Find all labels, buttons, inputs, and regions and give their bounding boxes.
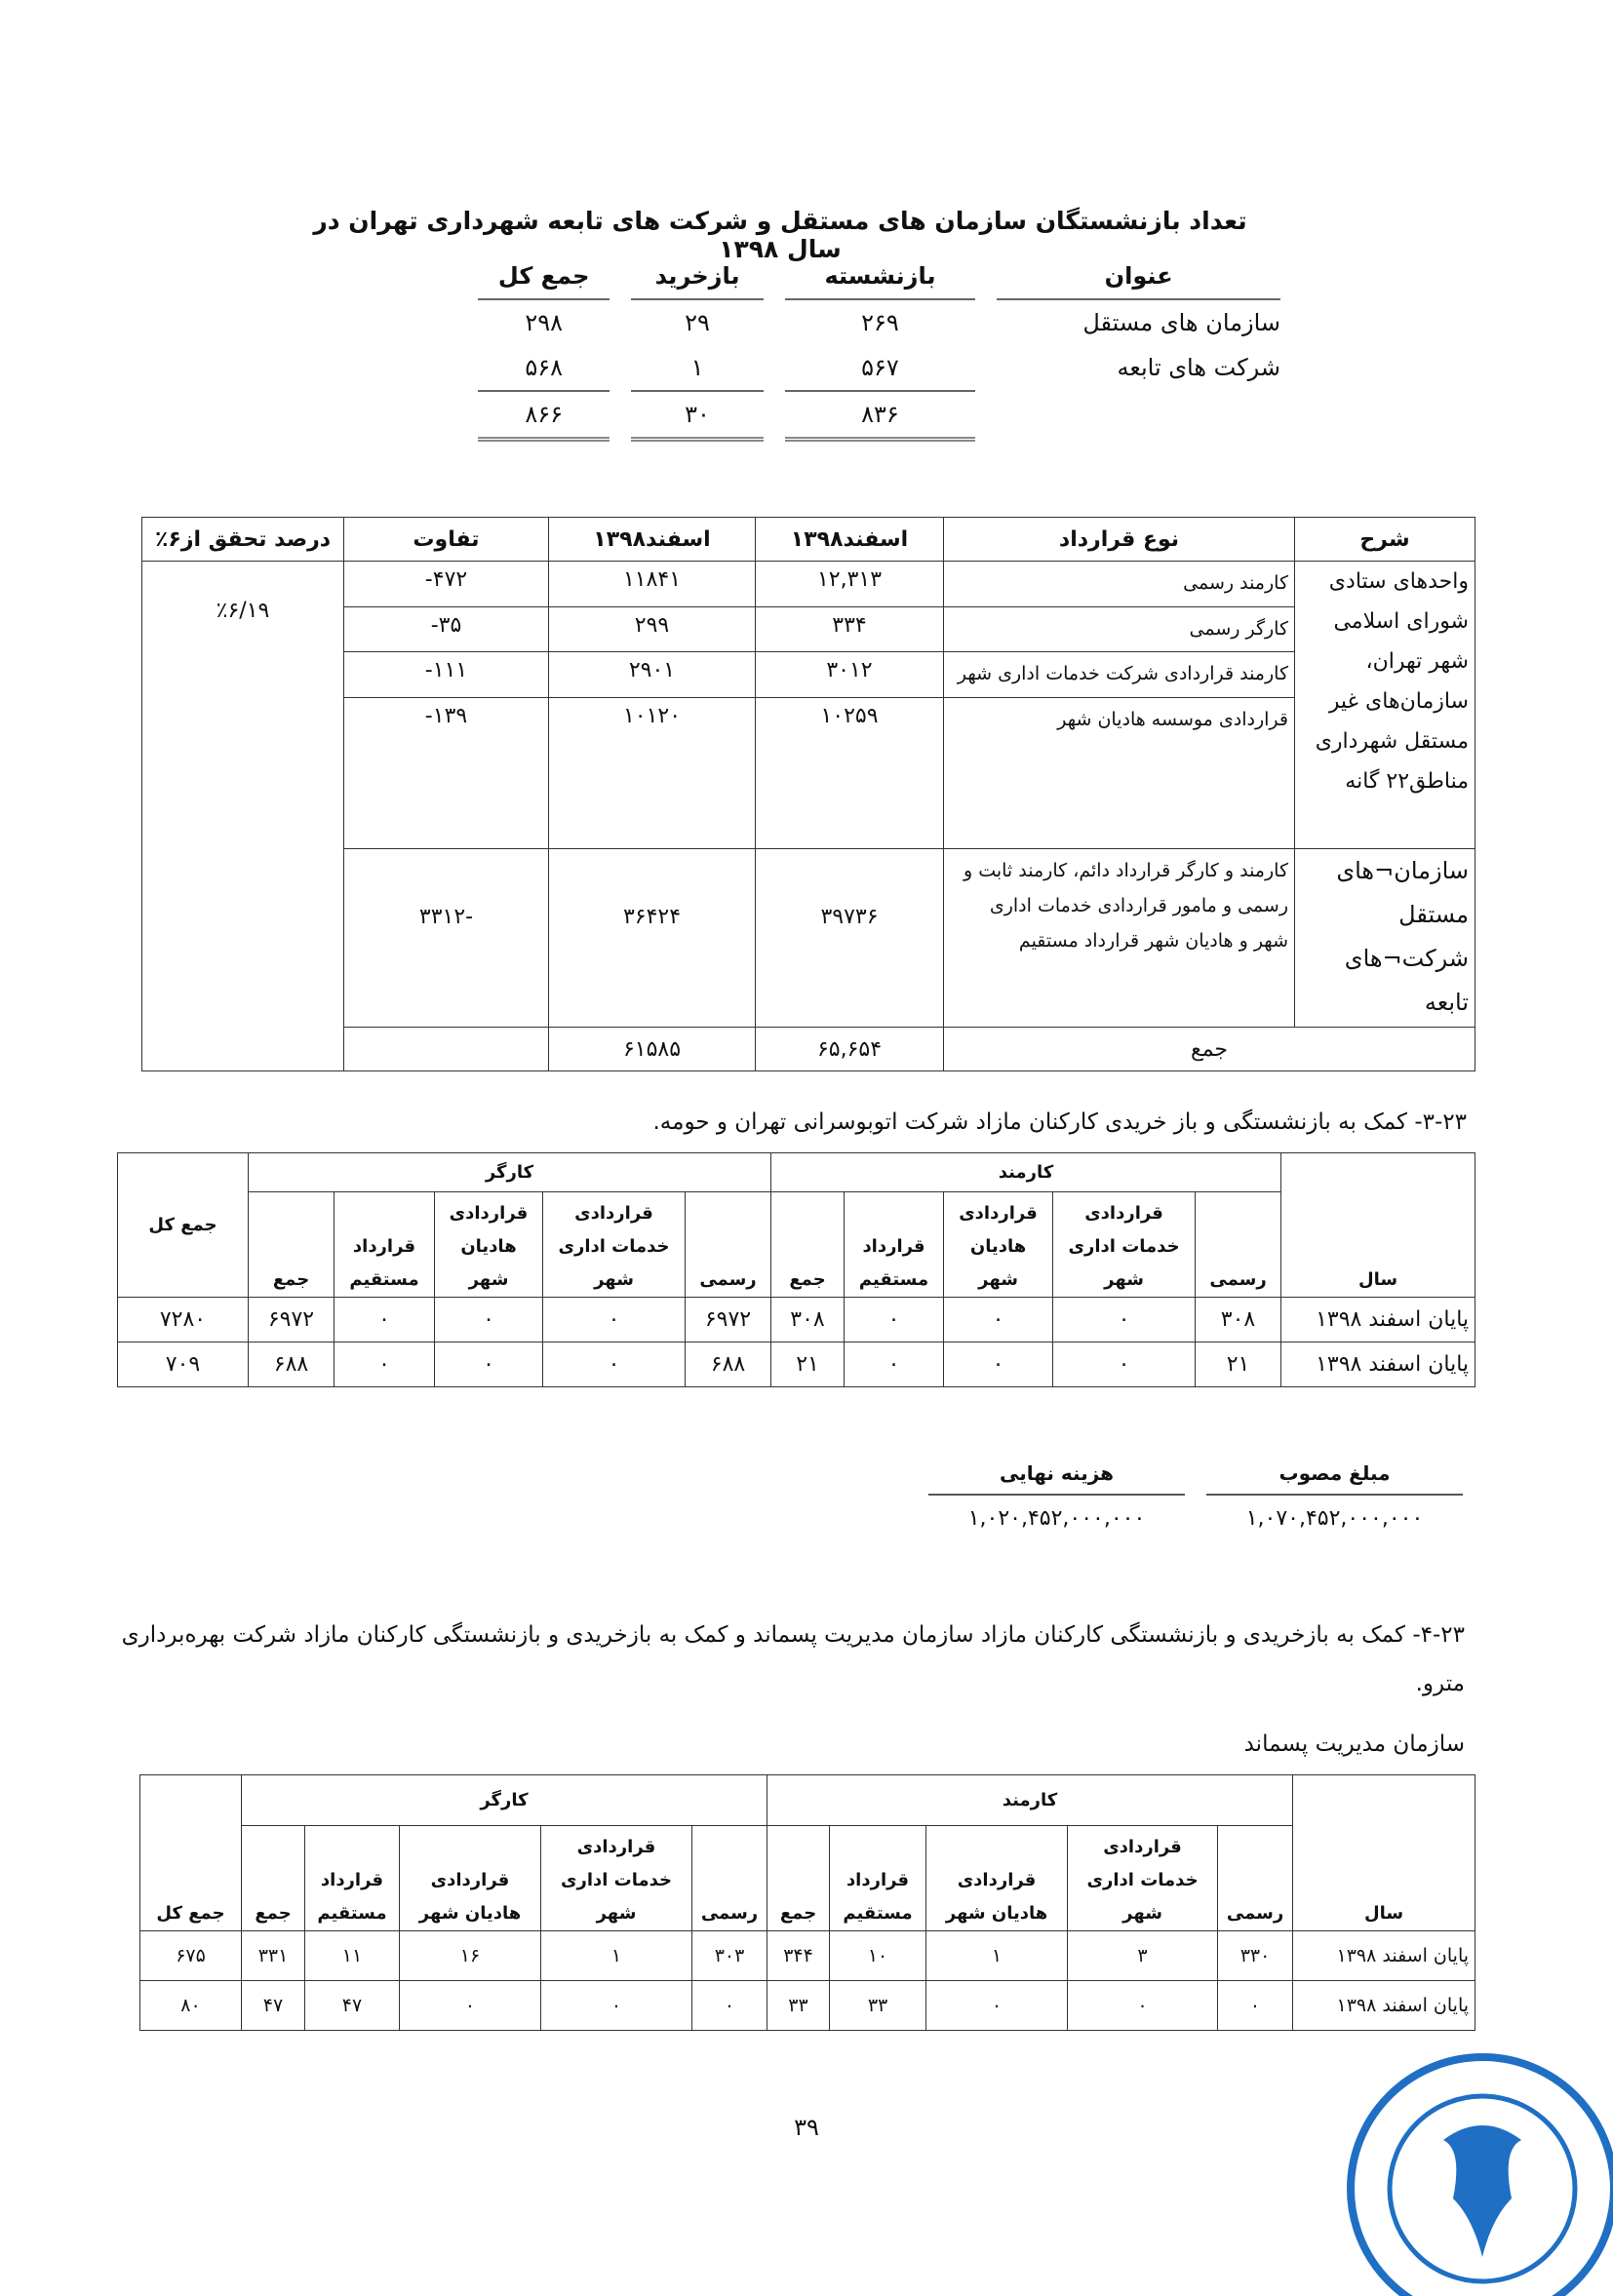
group-header: کارمند xyxy=(767,1775,1293,1826)
total-value: ۶۱۵۸۵ xyxy=(549,1028,756,1071)
column-header: درصد تحقق از۶٪ xyxy=(142,518,344,562)
table-row xyxy=(140,1981,1475,2031)
header-total: جمع کل xyxy=(478,253,610,300)
header-row xyxy=(118,1192,1475,1298)
column-header: رسمی xyxy=(1196,1192,1281,1298)
year-cell: پایان اسفند ۱۳۹۸ xyxy=(1281,1343,1475,1387)
final-cost-header: هزینه نهایی xyxy=(928,1453,1185,1496)
column-header: قراردادی هادیان شهر xyxy=(435,1192,543,1298)
cell-value: ۰ xyxy=(926,1981,1068,2031)
cell-value: ۰ xyxy=(1218,1981,1293,2031)
cell-value: ۰ xyxy=(845,1298,944,1343)
contract-type: کارگر رسمی xyxy=(944,607,1295,652)
table-row xyxy=(140,1931,1475,1981)
cell-value: ۱۶ xyxy=(400,1931,541,1981)
cell-value: ۲۱ xyxy=(771,1343,845,1387)
cell-value: ۱۱۸۴۱ xyxy=(549,562,756,607)
column-header: قرارداد مستقیم xyxy=(334,1192,435,1298)
bus-company-table xyxy=(117,1152,1475,1387)
cell-value: ۵۶۷ xyxy=(861,354,899,381)
cell-value: ۶۸۸ xyxy=(249,1343,334,1387)
cell-value: ۱ xyxy=(541,1931,692,1981)
cell-value: ۳۳۰ xyxy=(1218,1931,1293,1981)
cell-value: ۷۰۹ xyxy=(118,1343,249,1387)
approved-amount-header: مبلغ مصوب xyxy=(1206,1453,1463,1496)
column-header: قراردادی هادیان شهر xyxy=(944,1192,1053,1298)
column-header: جمع xyxy=(767,1826,830,1931)
column-header: قرارداد مستقیم xyxy=(305,1826,400,1931)
group-header-row xyxy=(118,1153,1475,1192)
cell-value: ۶۹۷۲ xyxy=(249,1298,334,1343)
column-header: رسمی xyxy=(686,1192,771,1298)
cell-value: ۳۰ xyxy=(631,390,763,442)
cell-value: ۰ xyxy=(944,1343,1053,1387)
column-header: جمع xyxy=(249,1192,334,1298)
column-header: قراردادی هادیان شهر xyxy=(400,1826,541,1931)
cell-value: ۴۷ xyxy=(242,1981,305,2031)
column-header: سال xyxy=(1293,1775,1475,1931)
cell-value: ۰ xyxy=(400,1981,541,2031)
cell-value: ۲۹۸ xyxy=(525,309,564,336)
achievement-percent: ٪۶/۱۹ xyxy=(142,562,344,1071)
total-value: ۶۵,۶۵۴ xyxy=(756,1028,944,1071)
cell-value: ۱ xyxy=(926,1931,1068,1981)
group-label: سازمان¬های مستقل شرکت¬های تابعه xyxy=(1295,849,1475,1028)
cell-value: ۲۶۹ xyxy=(861,309,899,336)
cell-value: ۰ xyxy=(1068,1981,1218,2031)
year-cell: پایان اسفند ۱۳۹۸ xyxy=(1293,1981,1475,2031)
cell-value: ۷۲۸۰ xyxy=(118,1298,249,1343)
column-header: قراردادی خدمات اداری شهر xyxy=(543,1192,686,1298)
contract-type: کارمند رسمی xyxy=(944,562,1295,607)
cell-value: ۸۳۶ xyxy=(785,390,976,442)
cell-value: ۰ xyxy=(543,1298,686,1343)
column-header: تفاوت xyxy=(344,518,549,562)
table-row xyxy=(478,300,1280,345)
cell-value: ۰ xyxy=(845,1343,944,1387)
cell-value: ۳۳۱ xyxy=(242,1931,305,1981)
group-header-row xyxy=(140,1775,1475,1826)
svg-text:​: ​ xyxy=(1358,2148,1388,2159)
final-cost-value: ۱,۰۲۰,۴۵۲,۰۰۰,۰۰۰ xyxy=(967,1505,1146,1531)
cell-value: ۰ xyxy=(541,1981,692,2031)
emblem-icon xyxy=(1443,2125,1521,2257)
year-cell: پایان اسفند ۱۳۹۸ xyxy=(1293,1931,1475,1981)
table-row xyxy=(118,1298,1475,1343)
header-title: عنوان xyxy=(997,253,1280,300)
retirees-table-title: تعداد بازنشستگان سازمان های مستقل و شرکت های تابعه شهرداری تهران در سال ۱۳۹۸ xyxy=(313,207,1247,263)
cell-value: ۳۰۸ xyxy=(1196,1298,1281,1343)
cell-value: ۳۰۱۲ xyxy=(756,652,944,698)
group-header: کارگر xyxy=(249,1153,771,1192)
section-4-subheading: سازمان مدیریت پسماند xyxy=(1243,1732,1465,1757)
column-header: رسمی xyxy=(1218,1826,1293,1931)
official-stamp xyxy=(1336,2043,1613,2296)
year-cell: پایان اسفند ۱۳۹۸ xyxy=(1281,1298,1475,1343)
cell-value: ۱۱۱- xyxy=(344,652,549,698)
retirees-table xyxy=(456,253,1302,442)
contract-type: کارمند و کارگر قرارداد دائم، کارمند ثابت و رسمی و مامور قراردادی خدمات اداری شهر و هادیان شهر قرارداد مستقیم xyxy=(944,849,1295,1028)
header-retired: بازنشسته xyxy=(785,253,976,300)
cell-value: ۶۹۷۲ xyxy=(686,1298,771,1343)
contract-type: قراردادی موسسه هادیان شهر xyxy=(944,698,1295,849)
cell-value: ۸۶۶ xyxy=(478,390,610,442)
cell-value: ۰ xyxy=(692,1981,767,2031)
column-header: جمع xyxy=(771,1192,845,1298)
column-header: اسفند۱۳۹۸ xyxy=(756,518,944,562)
cell-value: ۰ xyxy=(435,1298,543,1343)
page-number: ۳۹ xyxy=(794,2114,819,2141)
cell-value: ۳۳ xyxy=(767,1981,830,2031)
cell-value: ۰ xyxy=(944,1298,1053,1343)
cell-value: ۸۰ xyxy=(140,1981,242,2031)
column-header: قرارداد مستقیم xyxy=(845,1192,944,1298)
table-row xyxy=(478,390,1280,442)
column-header: قرارداد مستقیم xyxy=(830,1826,926,1931)
amounts-table xyxy=(907,1453,1484,1540)
column-header: اسفند۱۳۹۸ xyxy=(549,518,756,562)
cell-value: ۱۱ xyxy=(305,1931,400,1981)
cell-value: ۳۳۴ xyxy=(756,607,944,652)
section-4-heading: ۴-۲۳- کمک به بازخریدی و بازنشستگی کارکنان مازاد سازمان مدیریت پسماند و کمک به بازخریدی و بازنشستگی کارکنان مازاد شرکت بهره‌برداری مترو. xyxy=(121,1622,1465,1696)
cell-value: ۲۹۹ xyxy=(549,607,756,652)
cell-value: ۴۷ xyxy=(305,1981,400,2031)
cell-value: ۵۶۸ xyxy=(525,354,564,381)
table-row xyxy=(478,345,1280,390)
cell-value: ۱۰۱۲۰ xyxy=(549,698,756,849)
cell-value: ۲۹۰۱ xyxy=(549,652,756,698)
contract-type: کارمند قراردادی شرکت خدمات اداری شهر xyxy=(944,652,1295,698)
cell-value: ۱۰۲۵۹ xyxy=(756,698,944,849)
header-buyout: بازخرید xyxy=(631,253,763,300)
cell-value: ۱۰ xyxy=(830,1931,926,1981)
cell-value: ۲۱ xyxy=(1196,1343,1281,1387)
total-label: جمع xyxy=(944,1028,1475,1071)
cell-value: ۳۶۴۲۴ xyxy=(549,849,756,1028)
cell-value: ۳۴۴ xyxy=(767,1931,830,1981)
cell-value: ۱۳۹- xyxy=(344,698,549,849)
table-row xyxy=(118,1343,1475,1387)
header-row xyxy=(142,518,1475,562)
cell-value: ۳۹۷۳۶ xyxy=(756,849,944,1028)
cell-value: ۳۰۳ xyxy=(692,1931,767,1981)
group-header: کارمند xyxy=(771,1153,1281,1192)
cell-value: ۳۳ xyxy=(830,1981,926,2031)
cell-value: ۴۷۲- xyxy=(344,562,549,607)
column-header: قراردادی هادیان شهر xyxy=(926,1826,1068,1931)
row-label: شرکت های تابعه xyxy=(1117,354,1280,381)
column-header: سال xyxy=(1281,1153,1475,1298)
column-header: قراردادی خدمات اداری شهر xyxy=(1068,1826,1218,1931)
column-header: قراردادی خدمات اداری شهر xyxy=(1053,1192,1196,1298)
approved-amount-value: ۱,۰۷۰,۴۵۲,۰۰۰,۰۰۰ xyxy=(1245,1505,1424,1531)
cell-value: ۰ xyxy=(334,1298,435,1343)
total-value xyxy=(344,1028,549,1071)
row-label: سازمان های مستقل xyxy=(1082,309,1280,336)
cell-value: ۳۵- xyxy=(344,607,549,652)
cell-value: ۰ xyxy=(435,1343,543,1387)
cell-value: ۳ xyxy=(1068,1931,1218,1981)
cell-value: ۰ xyxy=(1053,1298,1196,1343)
column-header: قراردادی خدمات اداری شهر xyxy=(541,1826,692,1931)
cell-value: ۱ xyxy=(690,354,704,381)
cell-value: ۱۲,۳۱۳ xyxy=(756,562,944,607)
cell-value: ۶۸۸ xyxy=(686,1343,771,1387)
cell-value: ۰ xyxy=(334,1343,435,1387)
cell-value: ۰ xyxy=(1053,1343,1196,1387)
cell-value: -۳۳۱۲ xyxy=(344,849,549,1028)
column-header: جمع کل xyxy=(118,1153,249,1298)
table-row xyxy=(142,562,1475,607)
cell-value: ۲۹ xyxy=(685,309,710,336)
column-header: شرح xyxy=(1295,518,1475,562)
waste-management-table xyxy=(139,1774,1475,2031)
cell-value: ۳۰۸ xyxy=(771,1298,845,1343)
column-header: رسمی xyxy=(692,1826,767,1931)
group-header: کارگر xyxy=(242,1775,767,1826)
column-header: جمع کل xyxy=(140,1775,242,1931)
column-header: جمع xyxy=(242,1826,305,1931)
contracts-table xyxy=(141,517,1475,1071)
group-label: واحدهای ستادی شورای اسلامی شهر تهران، سازمان‌های غیر مستقل شهرداری مناطق۲۲ گانه xyxy=(1295,562,1475,849)
column-header: نوع قرارداد xyxy=(944,518,1295,562)
row-label xyxy=(997,390,1280,442)
header-row xyxy=(140,1826,1475,1931)
cell-value: ۰ xyxy=(543,1343,686,1387)
cell-value: ۶۷۵ xyxy=(140,1931,242,1981)
section-3-heading: ۳-۲۳- کمک به بازنشستگی و باز خریدی کارکنان مازاد شرکت اتوبوسرانی تهران و حومه. xyxy=(652,1109,1467,1135)
